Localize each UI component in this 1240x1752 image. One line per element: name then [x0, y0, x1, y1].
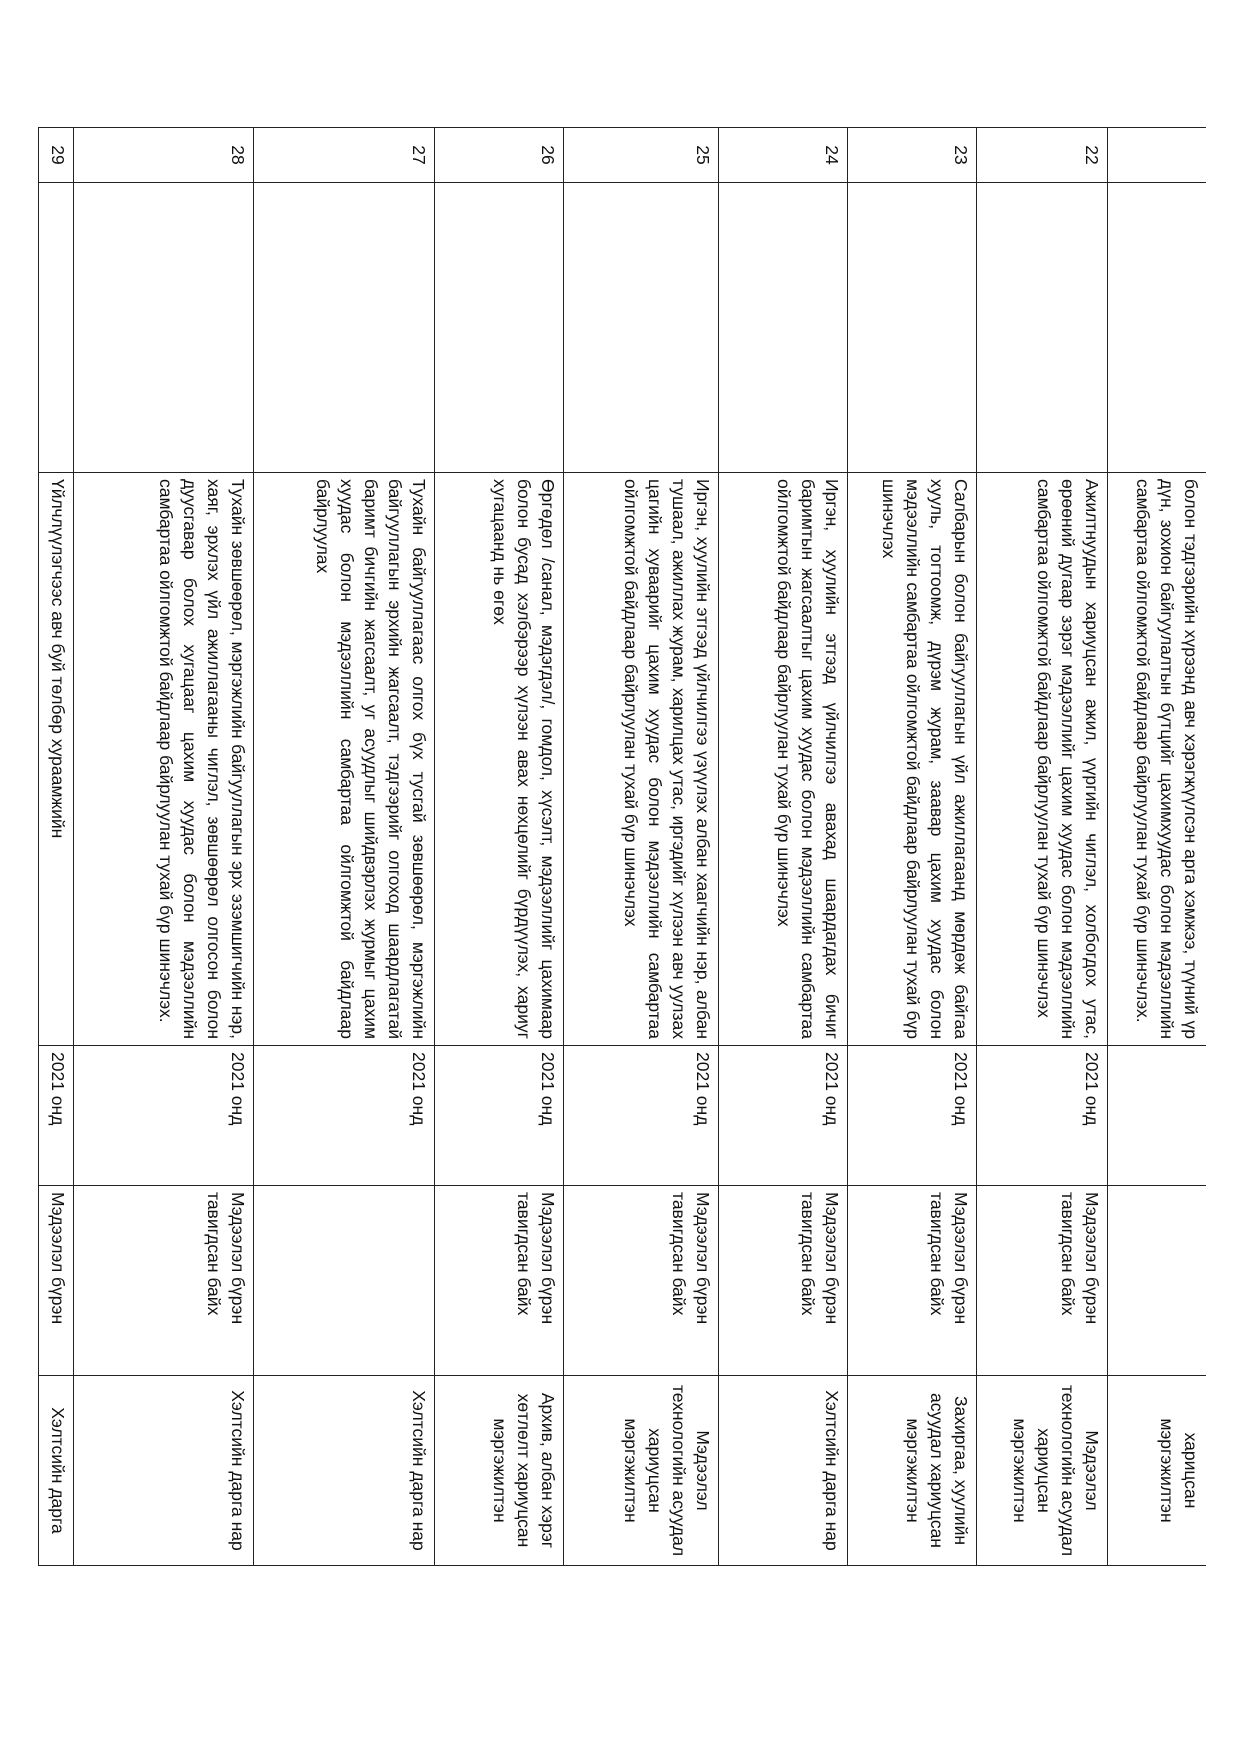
responsible-cell: Хэлтсийн дарга — [39, 1376, 74, 1566]
row-number: 27 — [254, 128, 434, 183]
date-cell: 2021 онд — [254, 1046, 434, 1186]
responsible-cell: Архив, албан хэрэг хөтлөлт хариуцсан мэргэжилтэн — [434, 1376, 563, 1566]
responsible-cell: Хэлтсийн дарга нар — [74, 1376, 254, 1566]
responsible-cell: харицсан мэргэжилтэн — [1108, 1376, 1206, 1566]
table-row — [254, 128, 434, 1566]
date-cell: 2021 онд — [718, 1046, 847, 1186]
responsible-cell: Мэдээлэл технологийн асуудал хариуцсан мэргэжилтэн — [976, 1376, 1107, 1566]
row-number: 24 — [718, 128, 847, 183]
row-number — [1108, 128, 1206, 183]
date-cell — [1108, 1046, 1206, 1186]
row-number: 29 — [39, 128, 74, 183]
blank-cell — [1108, 183, 1206, 473]
result-cell: Мэдээлэл бүрэн тавигдсан байх — [74, 1186, 254, 1376]
table-row — [718, 128, 847, 1566]
table-row — [434, 128, 563, 1566]
result-cell — [1108, 1186, 1206, 1376]
result-cell: Мэдээлэл бүрэн тавигдсан байх — [976, 1186, 1107, 1376]
table-row — [74, 128, 254, 1566]
activity-cell: Тухайн зөвшөөрөл, мэргэжлийн байгууллагын эрх эзэмшигчийн нэр, хаяг, эрхлэх үйл ажиллагааны чиглэл, зөвшөөрөл олгосон болон дуусгавар болох хугацааг цахим хуудас болон мэдээллийн самбартаа ойлгомжтой байдлаар байрлуулан тухай бүр шинэчлэх. — [74, 473, 254, 1046]
blank-cell — [434, 183, 563, 473]
activity-cell: Үйлчлүүлэгчээс авч буй төлбөр хураамжийн — [39, 473, 74, 1046]
result-cell: Мэдээлэл бүрэн — [39, 1186, 74, 1376]
activity-cell: Иргэн, хуулийн этгээд үйлчилгээ үзүүлэх албан хаагчийн нэр, албан тушаал, ажиллах журам, харилцах утас, иргэдийг хүлээн авч уулзах цагийн хуваарийг цахим хуудас болон мэдээллийн самбартаа ойлгомжтой байдлаар байрлуулан тухай бүр шинэчлэх — [563, 473, 718, 1046]
responsible-cell: Захиргаа, хуулийн асуудал хариуцсан мэргэжилтэн — [847, 1376, 976, 1566]
rotated-table-container — [38, 127, 1206, 1565]
blank-cell — [847, 183, 976, 473]
date-cell: 2021 онд — [434, 1046, 563, 1186]
activity-cell: Иргэн, хуулийн этгээд үйлчилгээ авахад шаардагдах бичиг баримтын жагсаалтыг цахим хуудас болон мэдээллийн самбартаа ойлгомжтой байдлаар байрлуулан тухай бүр шинэчлэх — [718, 473, 847, 1046]
activity-cell: болон тэдгээрийн хүрээнд авч хэрэгжүүлсэн арга хэмжээ, түүний үр дүн, зохион байгуулалтын бүтцийг цахимхуудас болон мэдээллийн самбартаа ойлгомжтой байдлаар байрлуулан тухай бүр шинэчлэх. — [1108, 473, 1206, 1046]
table-row — [39, 128, 74, 1566]
row-number: 28 — [74, 128, 254, 183]
date-cell: 2021 онд — [563, 1046, 718, 1186]
table-row — [1108, 128, 1206, 1566]
table-row — [563, 128, 718, 1566]
date-cell: 2021 онд — [39, 1046, 74, 1186]
action-plan-table — [38, 127, 1206, 1566]
row-number: 26 — [434, 128, 563, 183]
blank-cell — [976, 183, 1107, 473]
table-row — [847, 128, 976, 1566]
result-cell: Мэдээлэл бүрэн тавигдсан байх — [434, 1186, 563, 1376]
activity-cell: Ажилтнуудын хариуцсан ажил, үүргийн чиглэл, холбогдох утас, өрөөний дугаар зэрэг мэдээллийг цахим хуудас болон мэдээллийн самбартаа ойлгомжтой байдлаар байрлуулан тухай бүр шинэчлэх — [976, 473, 1107, 1046]
date-cell: 2021 онд — [847, 1046, 976, 1186]
activity-cell: Тухайн байгууллагаас олгох бүх тусгай зөвшөөрөл, мэргэжлийн байгууллагын эрхийн жагсаалт, тэдгээрийг олгоход шаардлагатай баримт бичгийн жагсаалт, уг асуудлыг шийдвэрлэх журмыг цахим хуудас болон мэдээллийн самбартаа ойлгомжтой байдлаар байрлуулах — [254, 473, 434, 1046]
blank-cell — [563, 183, 718, 473]
blank-cell — [74, 183, 254, 473]
date-cell: 2021 онд — [74, 1046, 254, 1186]
row-number: 22 — [976, 128, 1107, 183]
result-cell — [254, 1186, 434, 1376]
responsible-cell: Хэлтсийн дарга нар — [718, 1376, 847, 1566]
result-cell: Мэдээлэл бүрэн тавигдсан байх — [847, 1186, 976, 1376]
blank-cell — [718, 183, 847, 473]
responsible-cell: Хэлтсийн дарга нар — [254, 1376, 434, 1566]
row-number: 25 — [563, 128, 718, 183]
date-cell: 2021 онд — [976, 1046, 1107, 1186]
activity-cell: Өргөдөл /санал, мэдэгдэл/, гомдол, хүсэлт, мэдээллийг цахимаар болон бусад хэлбэрээр хүлээн авах нөхцөлийг бүрдүүлэх, хариуг хугацаанд нь өгөх — [434, 473, 563, 1046]
blank-cell — [39, 183, 74, 473]
result-cell: Мэдээлэл бүрэн тавигдсан байх — [718, 1186, 847, 1376]
activity-cell: Салбарын болон байгууллагын үйл ажиллагаанд мөрдөж байгаа хууль, тогтоомж, дүрэм журам, заавар цахим хуудас болон мэдээллийн самбартаа ойлгомжтой байдлаар байрлуулан тухай бүр шинэчлэх — [847, 473, 976, 1046]
table-row — [976, 128, 1107, 1566]
row-number: 23 — [847, 128, 976, 183]
result-cell: Мэдээлэл бүрэн тавигдсан байх — [563, 1186, 718, 1376]
responsible-cell: Мэдээлэл технологийн асуудал хариуцсан мэргэжилтэн — [563, 1376, 718, 1566]
blank-cell — [254, 183, 434, 473]
